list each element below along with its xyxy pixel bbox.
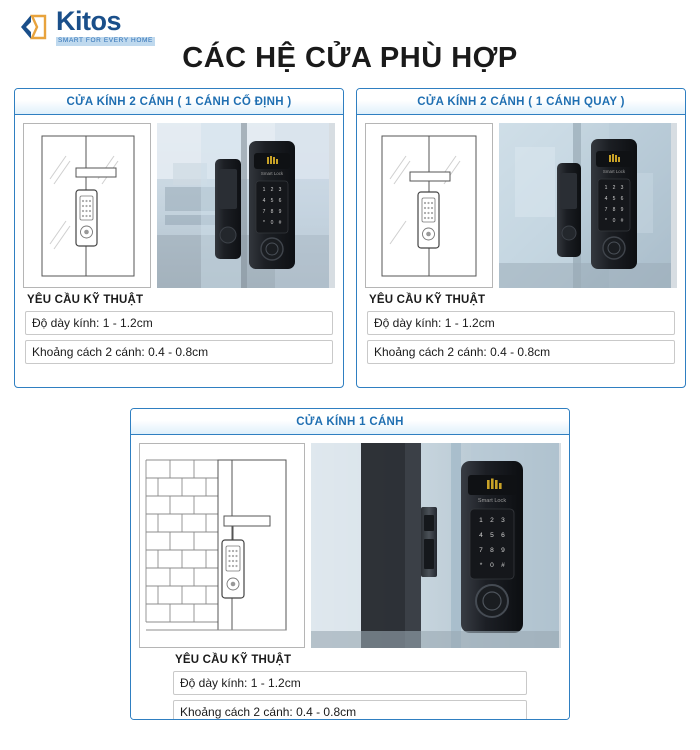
svg-text:0: 0 [612, 218, 616, 224]
svg-text:Smart Lock: Smart Lock [602, 169, 626, 174]
svg-text:#: # [278, 220, 282, 226]
svg-text:*: * [263, 220, 265, 226]
svg-text:6: 6 [501, 532, 505, 539]
card-glass-door-2-leaf-swing [356, 88, 686, 388]
illustration-row [357, 115, 685, 292]
svg-text:1: 1 [262, 187, 266, 193]
svg-text:4: 4 [604, 196, 608, 202]
card-body [131, 435, 569, 720]
door-diagram-2-leaf-fixed [23, 123, 151, 288]
brand-tagline: SMART FOR EVERY HOME [58, 37, 153, 44]
svg-text:5: 5 [270, 198, 274, 204]
page-title: CÁC HỆ CỬA PHÙ HỢP [182, 42, 518, 74]
svg-text:7: 7 [262, 209, 266, 215]
door-diagram-1-leaf-brickwall [139, 443, 305, 648]
card-title: CỬA KÍNH 1 CÁNH [296, 415, 404, 428]
spec-title: YÊU CẦU KỸ THUẬT [27, 294, 144, 306]
svg-text:*: * [605, 218, 607, 224]
svg-text:3: 3 [620, 185, 624, 191]
spec-glass-thickness: Độ dày kính: 1 - 1.2cm [25, 311, 333, 335]
spec-block [15, 294, 343, 375]
svg-text:8: 8 [270, 209, 274, 215]
card-header [357, 89, 685, 115]
card-title: CỬA KÍNH 2 CÁNH ( 1 CÁNH QUAY ) [417, 95, 625, 108]
spec-title: YÊU CẦU KỸ THUẬT [175, 654, 292, 666]
smart-lock-photo-office [157, 123, 335, 288]
spec-block [131, 654, 569, 720]
illustration-row [131, 435, 569, 652]
svg-text:Smart Lock: Smart Lock [260, 171, 284, 176]
svg-text:Smart Lock: Smart Lock [477, 498, 507, 504]
svg-text:2: 2 [490, 517, 494, 524]
svg-text:6: 6 [620, 196, 624, 202]
spec-glass-thickness: Độ dày kính: 1 - 1.2cm [367, 311, 675, 335]
card-glass-door-1-leaf [130, 408, 570, 720]
card-header [131, 409, 569, 435]
card-body [357, 115, 685, 375]
spec-leaf-gap: Khoảng cách 2 cánh: 0.4 - 0.8cm [173, 700, 527, 720]
card-title: CỬA KÍNH 2 CÁNH ( 1 CÁNH CỐ ĐỊNH ) [66, 95, 292, 108]
svg-text:2: 2 [612, 185, 616, 191]
svg-text:8: 8 [490, 547, 494, 554]
svg-text:#: # [501, 562, 505, 569]
svg-text:7: 7 [604, 207, 608, 213]
spec-leaf-gap: Khoảng cách 2 cánh: 0.4 - 0.8cm [25, 340, 333, 364]
kitos-diamond-icon [18, 10, 52, 44]
spec-block [357, 294, 685, 375]
svg-text:*: * [479, 562, 483, 569]
svg-text:4: 4 [479, 532, 483, 539]
brand-name: Kitos [56, 6, 121, 36]
svg-text:9: 9 [278, 209, 282, 215]
spec-glass-thickness: Độ dày kính: 1 - 1.2cm [173, 671, 527, 695]
illustration-row [15, 115, 343, 292]
svg-text:3: 3 [278, 187, 282, 193]
svg-text:4: 4 [262, 198, 266, 204]
svg-text:2: 2 [270, 187, 274, 193]
svg-text:7: 7 [479, 547, 483, 554]
svg-text:0: 0 [490, 562, 494, 569]
svg-text:9: 9 [620, 207, 624, 213]
svg-text:5: 5 [612, 196, 616, 202]
svg-text:3: 3 [501, 517, 505, 524]
svg-text:9: 9 [501, 547, 505, 554]
smart-lock-photo-single-door [311, 443, 561, 648]
svg-text:8: 8 [612, 207, 616, 213]
door-diagram-2-leaf-swing [365, 123, 493, 288]
card-body [15, 115, 343, 375]
svg-text:1: 1 [604, 185, 608, 191]
brand-logo [18, 8, 155, 46]
spec-title: YÊU CẦU KỸ THUẬT [369, 294, 486, 306]
svg-text:5: 5 [490, 532, 494, 539]
card-glass-door-2-leaf-fixed [14, 88, 344, 388]
spec-leaf-gap: Khoảng cách 2 cánh: 0.4 - 0.8cm [367, 340, 675, 364]
smart-lock-photo-glass-door [499, 123, 677, 288]
svg-text:#: # [620, 218, 624, 224]
card-header [15, 89, 343, 115]
svg-text:1: 1 [479, 517, 483, 524]
svg-text:0: 0 [270, 220, 274, 226]
svg-text:6: 6 [278, 198, 282, 204]
